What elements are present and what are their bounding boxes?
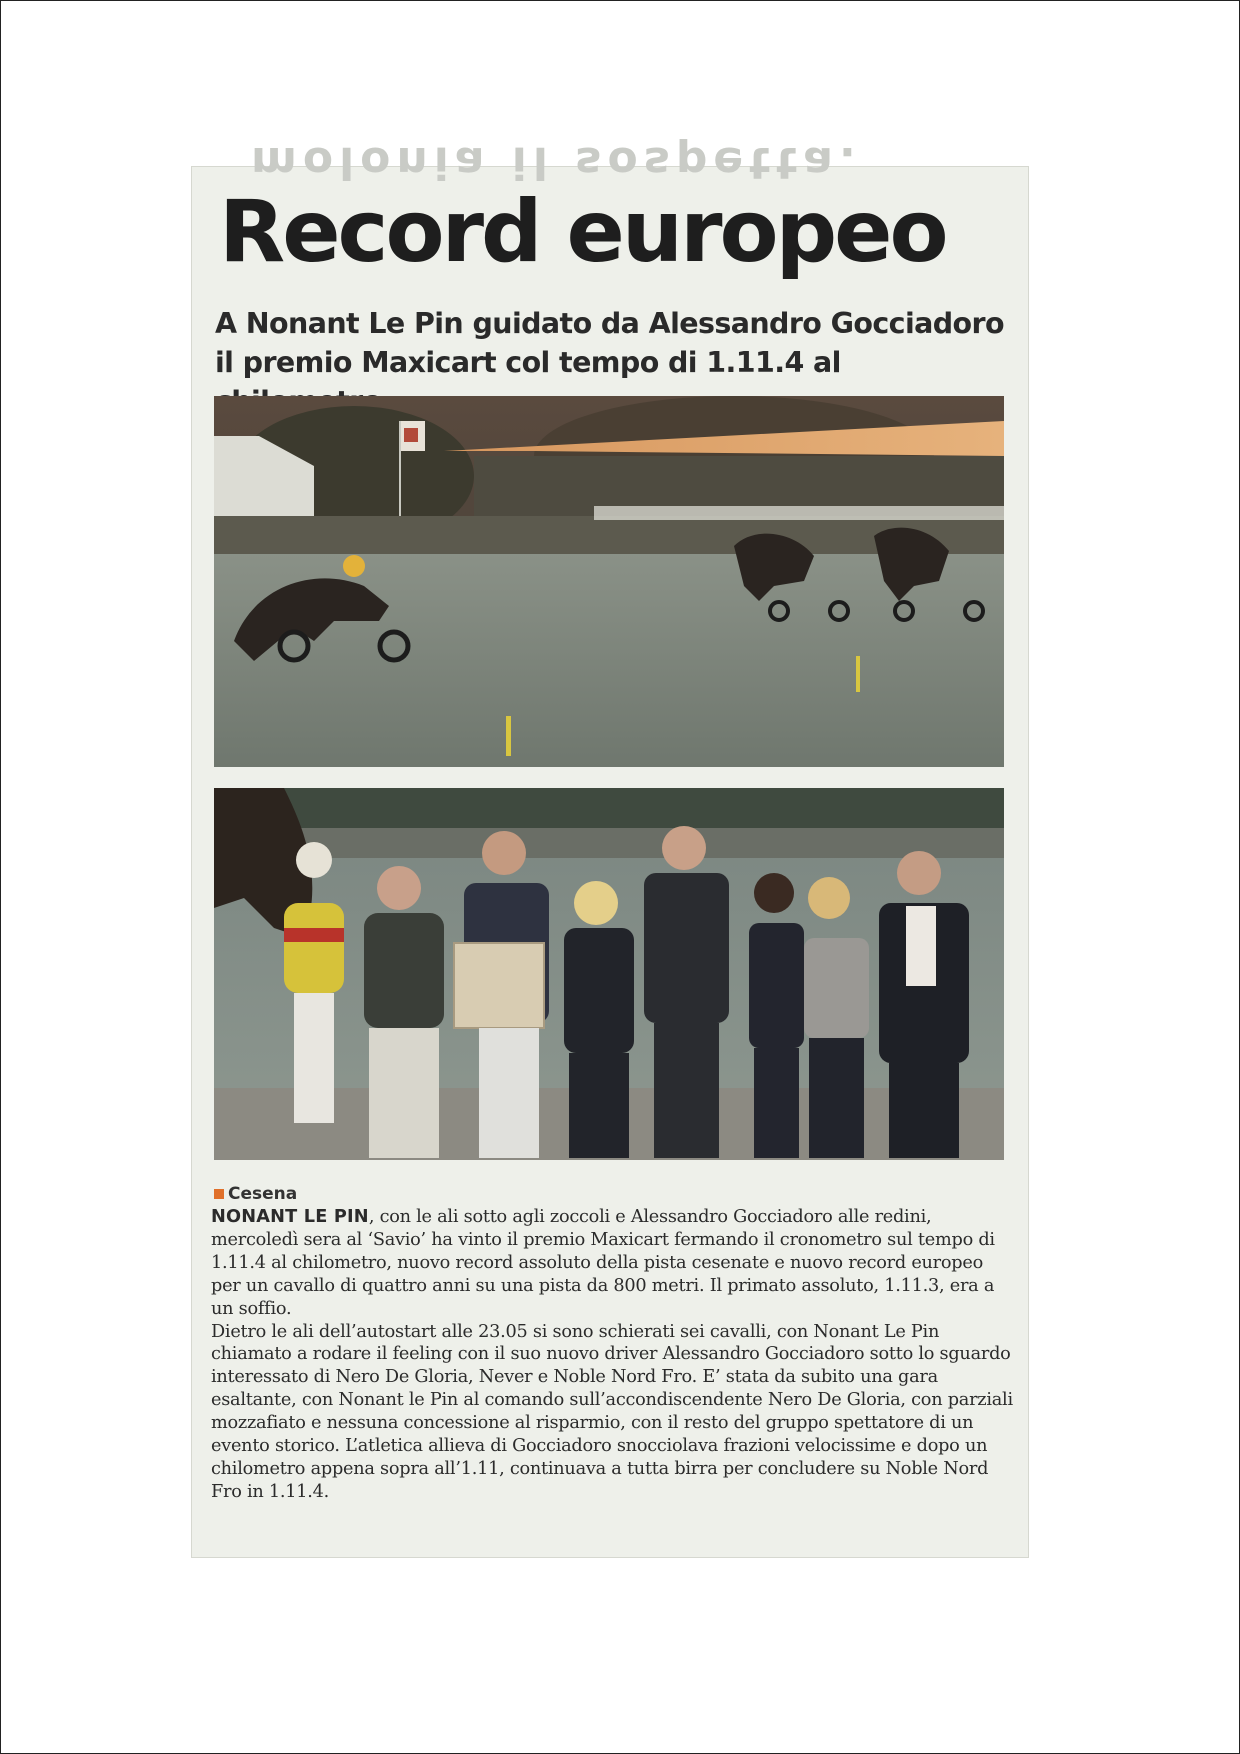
bleed-through-text: molonia il sospetta. <box>251 137 862 188</box>
dateline-text: Cesena <box>228 1184 298 1204</box>
dateline-marker-icon <box>214 1189 224 1199</box>
dateline <box>214 1184 297 1204</box>
newspaper-clipping <box>191 137 1029 1558</box>
headline: Record europeo <box>219 182 946 282</box>
lead-in: NONANT LE PIN <box>211 1207 369 1227</box>
subheadline-line-2: il premio Maxicart col tempo di 1.11.4 al <box>215 346 841 379</box>
subheadline-line-1: A Nonant Le Pin guidato da Alessandro Gocciadoro <box>215 307 1004 340</box>
ceremony-photo <box>214 788 1004 1160</box>
paragraph-1 <box>211 1206 1017 1321</box>
paragraph-2: Dietro le ali dell’autostart alle 23.05 si sono schierati sei cavalli, con Nonant Le Pin chiamato a rodare il feeling con il suo nuovo driver Alessandro Gocciadoro sotto lo sguardo interessato di Nero De Gloria, Never e Noble Nord Fro. E’ stata da subito una gara esaltante, con Nonant le Pin al comando sull’accondiscendente Nero De Gloria, con parziali mozzafiato e nessuna concessione al risparmio, con il resto del gruppo spettatore di un evento storico. L’atletica allieva di Gocciadoro snocciolava frazioni velocissime e dopo un chilometro appena sopra all’1.11, continuava a tutta birra per concludere su Noble Nord Fro in 1.11.4. <box>211 1321 1013 1502</box>
paragraph-1-text: , con le ali sotto agli zoccoli e Alessandro Gocciadoro alle redini, mercoledì sera al ‘Savio’ ha vinto il premio Maxicart fermando il cronometro sul tempo di 1.11.4 al chilometro, nuovo record assoluto della pista cesenate e nuovo record europeo per un cavallo di quattro anni su una pista da 800 metri. Il primato assoluto, 1.11.3, era a un soffio. <box>211 1207 995 1319</box>
race-photo <box>214 396 1004 767</box>
article-body <box>211 1206 1017 1504</box>
